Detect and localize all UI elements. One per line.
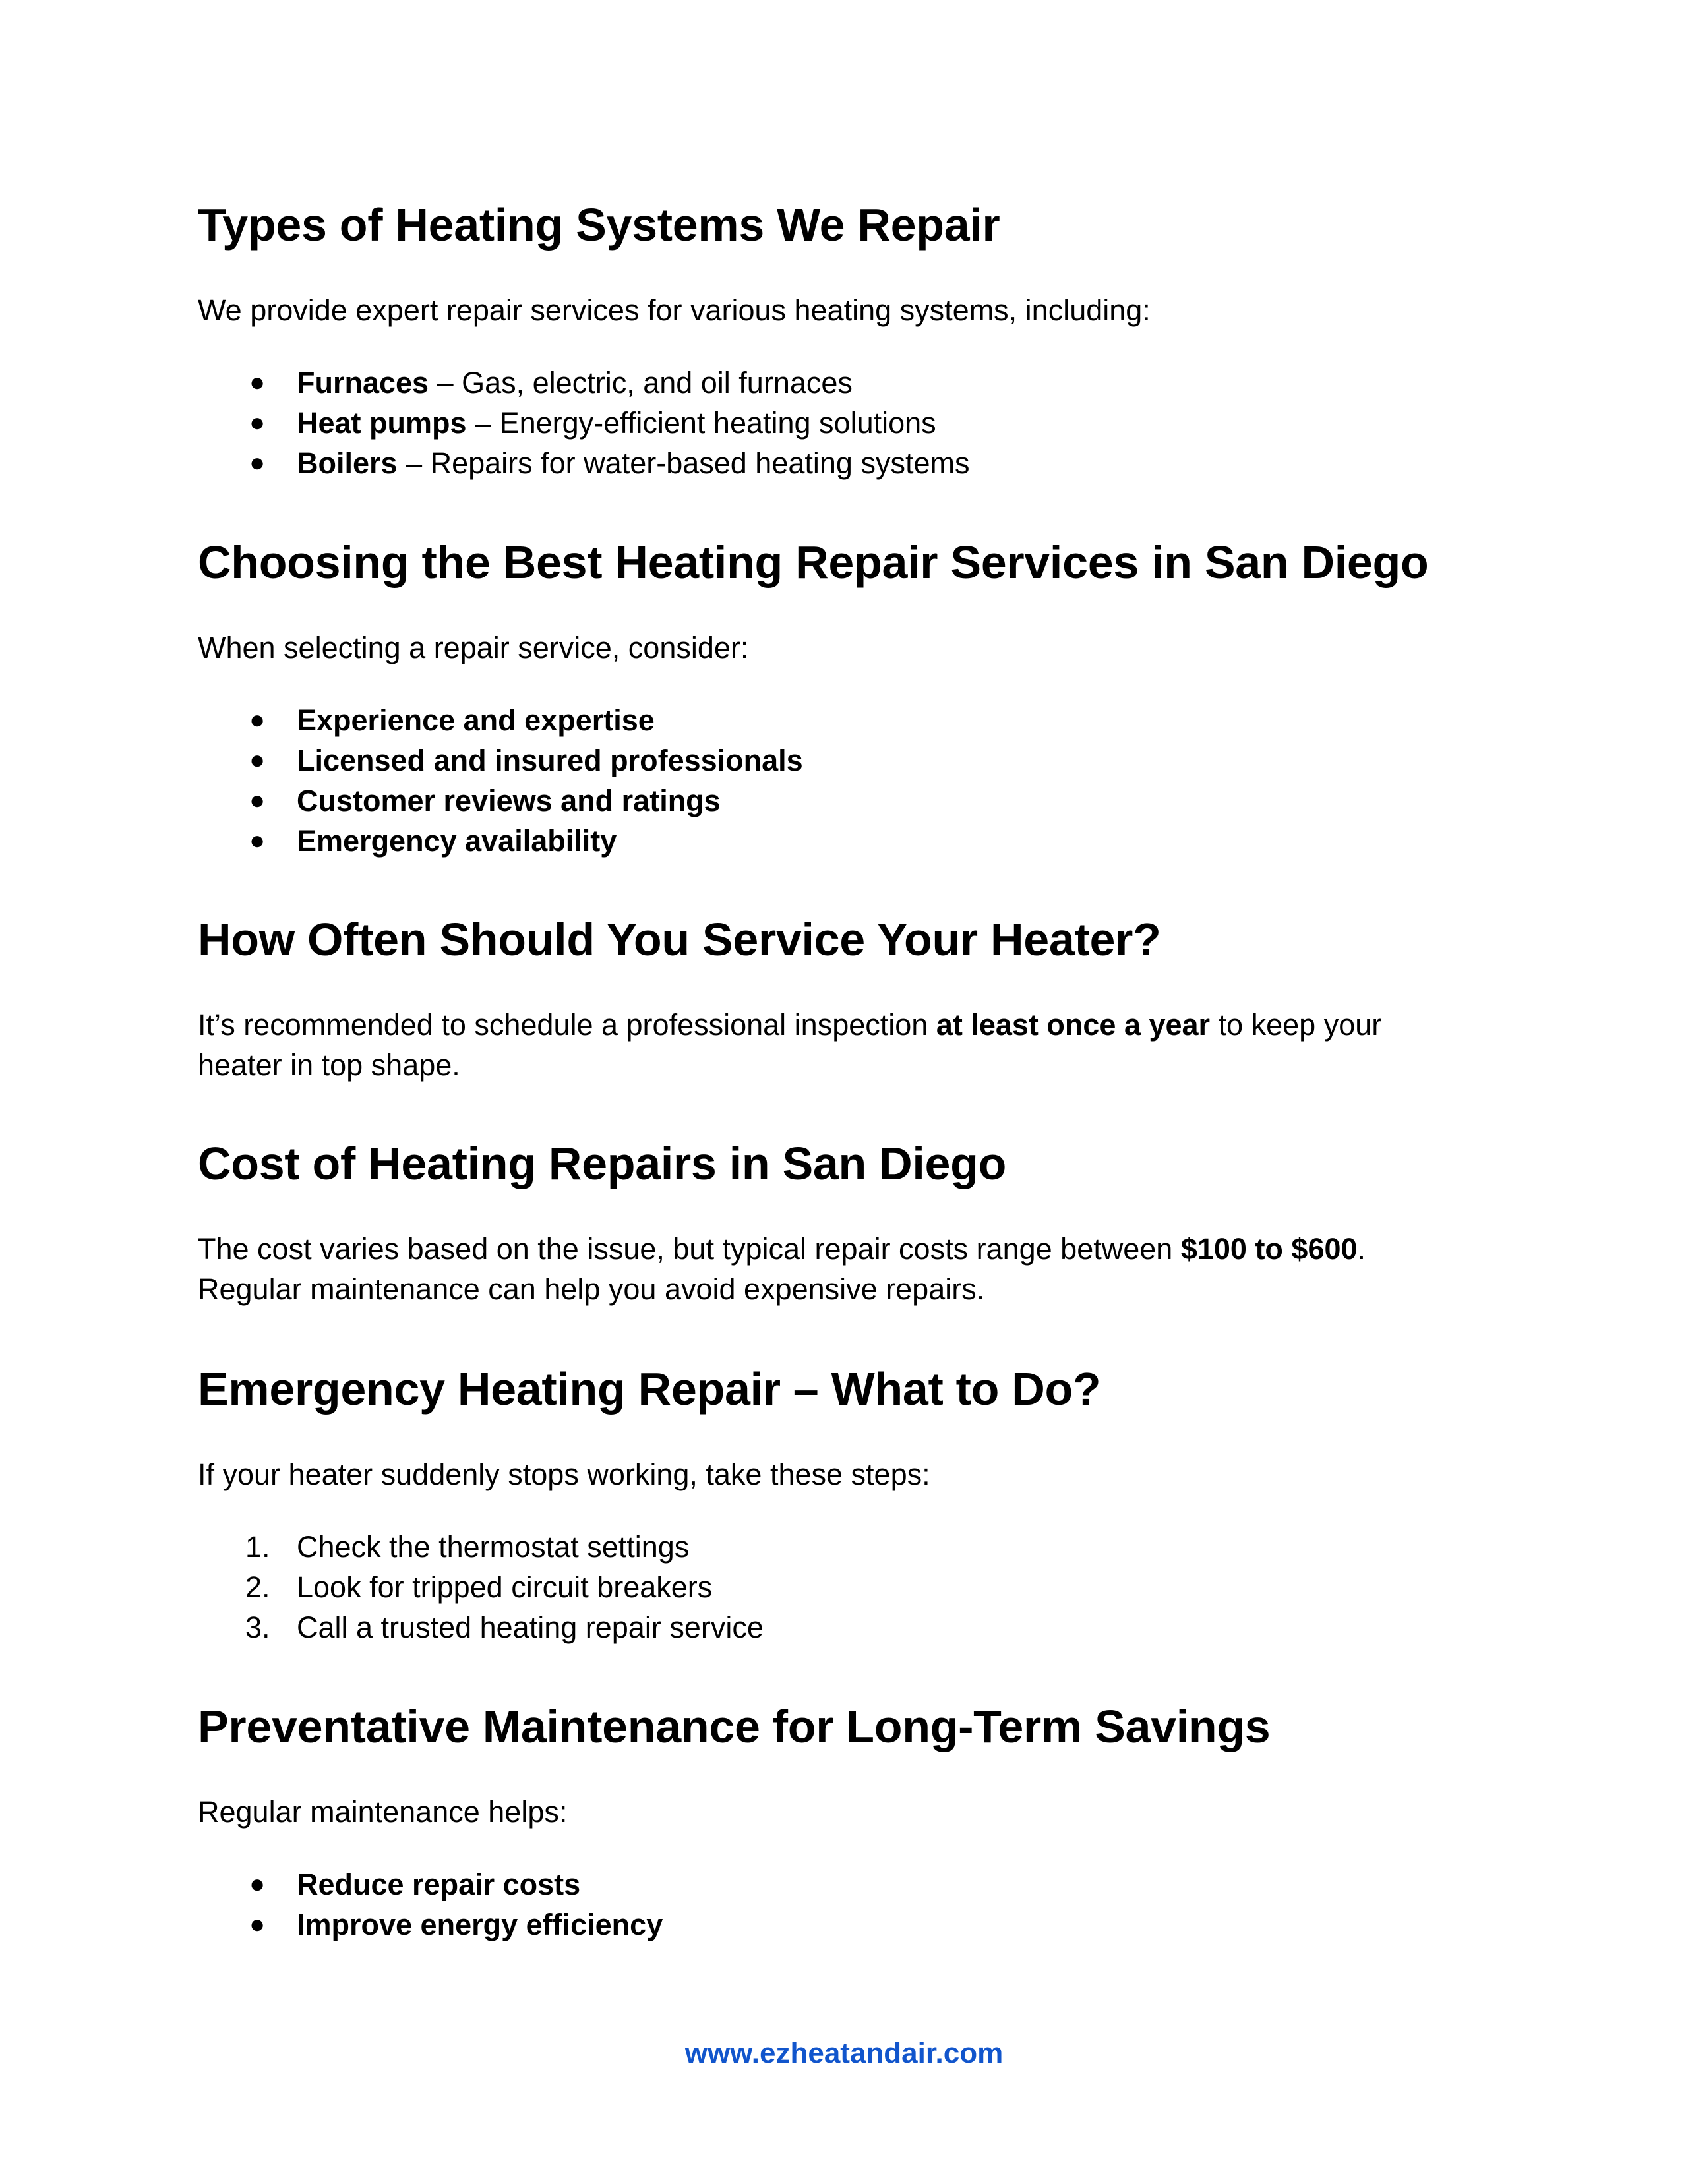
choosing-criteria-list — [198, 700, 803, 861]
section-heading-maintenance: Preventative Maintenance for Long-Term Savings — [198, 1701, 1271, 1752]
section-intro-types: We provide expert repair services for various heating systems, including: — [198, 293, 1151, 327]
list-item — [198, 821, 803, 861]
paragraph-text: heater in top shape. — [198, 1048, 460, 1082]
list-item — [198, 403, 969, 443]
bullet-icon: ● — [249, 408, 266, 437]
list-item — [198, 1904, 663, 1945]
list-number: 3. — [245, 1610, 270, 1644]
list-item-bold: Experience and expertise — [297, 703, 655, 737]
list-item — [198, 1527, 764, 1567]
list-item — [198, 700, 803, 740]
list-item — [198, 1864, 663, 1904]
section-heading-choosing: Choosing the Best Heating Repair Services in San Diego — [198, 537, 1429, 588]
list-number: 2. — [245, 1570, 270, 1604]
section-intro-maintenance: Regular maintenance helps: — [198, 1795, 568, 1829]
list-item-bold: Heat pumps — [297, 406, 467, 440]
bullet-icon: ● — [249, 368, 266, 397]
list-item-bold: Licensed and insured professionals — [297, 744, 803, 777]
section-paragraph-cost — [198, 1229, 1366, 1309]
paragraph-bold: at least once a year — [936, 1008, 1211, 1042]
section-heading-service-frequency: How Often Should You Service Your Heater? — [198, 914, 1161, 965]
list-item — [198, 1567, 764, 1607]
section-intro-emergency: If your heater suddenly stops working, take these steps: — [198, 1458, 930, 1491]
paragraph-text: to keep your — [1210, 1008, 1382, 1042]
bullet-icon: ● — [249, 1870, 266, 1899]
bullet-icon: ● — [249, 826, 266, 855]
section-intro-choosing: When selecting a repair service, consider: — [198, 631, 749, 664]
list-item-bold: Boilers — [297, 446, 398, 480]
list-item-text: – Repairs for water-based heating systems — [397, 446, 970, 480]
list-item — [198, 740, 803, 781]
bullet-icon: ● — [249, 746, 266, 775]
list-item — [198, 363, 969, 403]
heating-systems-list — [198, 363, 969, 483]
list-item — [198, 781, 803, 821]
paragraph-text: Regular maintenance can help you avoid expensive repairs. — [198, 1272, 985, 1306]
bullet-icon: ● — [249, 448, 266, 477]
list-item-text: – Gas, electric, and oil furnaces — [429, 366, 853, 399]
list-item-text: Call a trusted heating repair service — [297, 1610, 764, 1644]
section-heading-emergency: Emergency Heating Repair – What to Do? — [198, 1363, 1101, 1415]
bullet-icon: ● — [249, 786, 266, 815]
section-heading-cost: Cost of Heating Repairs in San Diego — [198, 1138, 1007, 1189]
section-heading-types: Types of Heating Systems We Repair — [198, 199, 1000, 251]
emergency-steps-list — [198, 1527, 764, 1647]
list-item-bold: Furnaces — [297, 366, 429, 399]
list-item — [198, 1607, 764, 1647]
paragraph-text: The cost varies based on the issue, but typical repair costs range between — [198, 1232, 1181, 1266]
list-item-bold: Reduce repair costs — [297, 1868, 581, 1901]
list-item-text: – Energy-efficient heating solutions — [466, 406, 936, 440]
list-item-text: Check the thermostat settings — [297, 1530, 690, 1564]
list-number: 1. — [245, 1530, 270, 1564]
bullet-icon: ● — [249, 1910, 266, 1939]
maintenance-benefits-list — [198, 1864, 663, 1945]
paragraph-text: It’s recommended to schedule a professional inspection — [198, 1008, 936, 1042]
paragraph-bold: $100 to $600 — [1180, 1232, 1358, 1266]
website-link[interactable]: www.ezheatandair.com — [684, 2037, 1004, 2069]
list-item-bold: Improve energy efficiency — [297, 1908, 663, 1941]
paragraph-text: . — [1357, 1232, 1366, 1266]
list-item-bold: Emergency availability — [297, 824, 617, 858]
list-item-bold: Customer reviews and ratings — [297, 784, 721, 817]
list-item — [198, 443, 969, 483]
section-paragraph-service-frequency — [198, 1005, 1381, 1085]
list-item-text: Look for tripped circuit breakers — [297, 1570, 713, 1604]
bullet-icon: ● — [249, 705, 266, 734]
